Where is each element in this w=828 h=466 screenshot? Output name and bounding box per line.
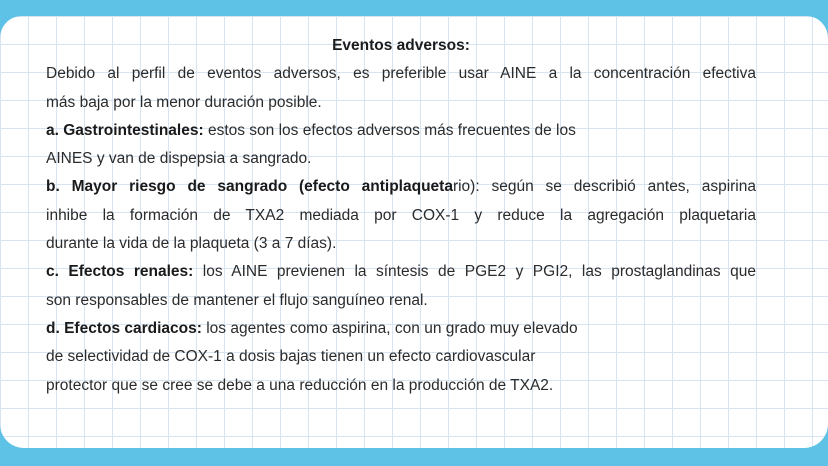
item-a-text: estos son los efectos adversos más frecuentes de los <box>203 121 576 139</box>
item-b-heading: b. Mayor riesgo de sangrado (efecto antiplaqueta <box>46 178 453 196</box>
item-a-line-2: AINES y van de dispepsia a sangrado. <box>46 150 312 168</box>
item-c-text: los AINE previenen la síntesis de PGE2 y PGI2, las prostaglandinas que <box>193 263 756 281</box>
item-b-line-1 <box>46 173 756 201</box>
item-b-line-2: inhibe la formación de TXA2 mediada por COX-1 y reduce la agregación plaquetaria <box>46 206 756 224</box>
document-body <box>46 32 756 400</box>
item-c-line-2: son responsables de mantener el flujo sanguíneo renal. <box>46 291 428 309</box>
item-b-text: rio): según se describió antes, aspirina <box>452 178 756 196</box>
item-d-line-1 <box>46 315 756 343</box>
item-d-line-2: de selectividad de COX-1 a dosis bajas tienen un efecto cardiovascular <box>46 348 536 366</box>
item-d-text: los agentes como aspirina, con un grado muy elevado <box>201 319 578 337</box>
item-c-line-1 <box>46 258 756 286</box>
section-title: Eventos adversos: <box>332 37 470 54</box>
item-b-line-3: durante la vida de la plaqueta (3 a 7 días). <box>46 235 337 253</box>
grid-paper-card <box>0 16 828 448</box>
item-a-line-1 <box>46 117 756 145</box>
item-a-heading: a. Gastrointestinales: <box>46 121 204 139</box>
item-d-heading: d. Efectos cardiacos: <box>46 319 202 337</box>
item-d-line-3: protector que se cree se debe a una reducción en la producción de TXA2. <box>46 376 554 394</box>
intro-line-1: Debido al perfil de eventos adversos, es preferible usar AINE a la concentración efectiva <box>46 65 756 83</box>
item-c-heading: c. Efectos renales: <box>46 263 194 281</box>
intro-line-2: más baja por la menor duración posible. <box>46 93 322 111</box>
